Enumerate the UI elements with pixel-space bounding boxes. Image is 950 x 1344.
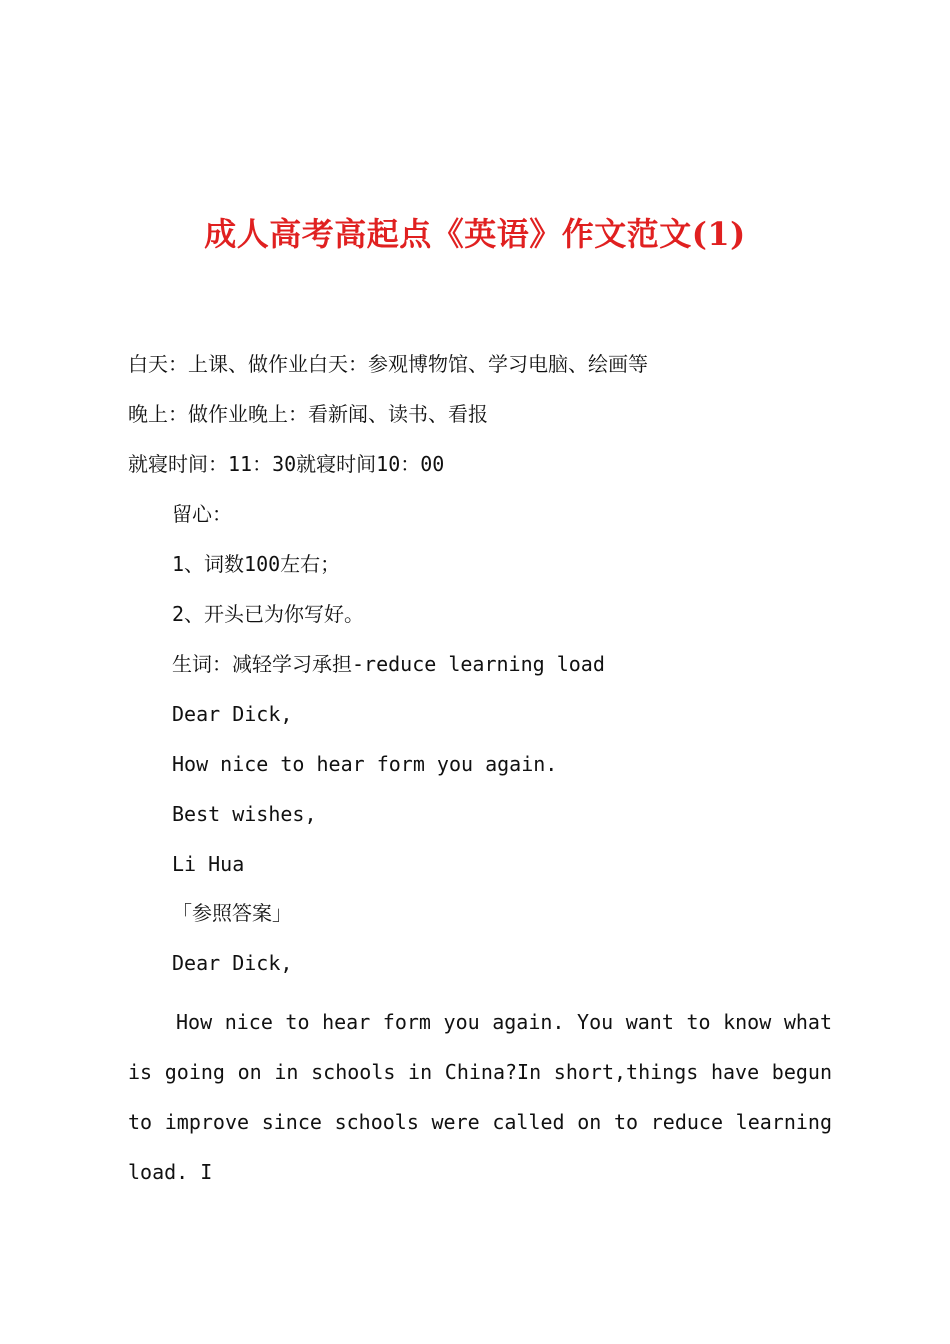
answer-paragraph-text: How nice to hear form you again. You want to know what is going on in schools in China?In short,things have begun to improve since schools were called on to reduce learning load. I [128,1010,832,1184]
notice-item-1: 1、词数100左右； [172,552,341,576]
answer-greeting: Dear Dick, [172,951,293,975]
letter-opening-line: How nice to hear form you again. [172,752,558,776]
schedule-evening-line: 晚上：做作业晚上：看新闻、读书、看报 [128,402,488,426]
answer-paragraph [128,997,832,1197]
bedtime-line: 就寝时间：11：30就寝时间10：00 [128,452,445,476]
vocabulary-line: 生词：减轻学习承担-reduce learning load [172,652,605,676]
document-title: 成人高考高起点《英语》作文范文(1) [204,215,746,253]
letter-signature: Li Hua [172,852,245,876]
reference-answer-heading: 「参照答案」 [172,901,292,925]
letter-greeting: Dear Dick, [172,702,293,726]
schedule-daytime-line: 白天：上课、做作业白天：参观博物馆、学习电脑、绘画等 [128,352,648,376]
notice-heading: 留心： [172,502,232,526]
letter-closing: Best wishes, [172,802,317,826]
notice-item-2: 2、开头已为你写好。 [172,602,365,626]
